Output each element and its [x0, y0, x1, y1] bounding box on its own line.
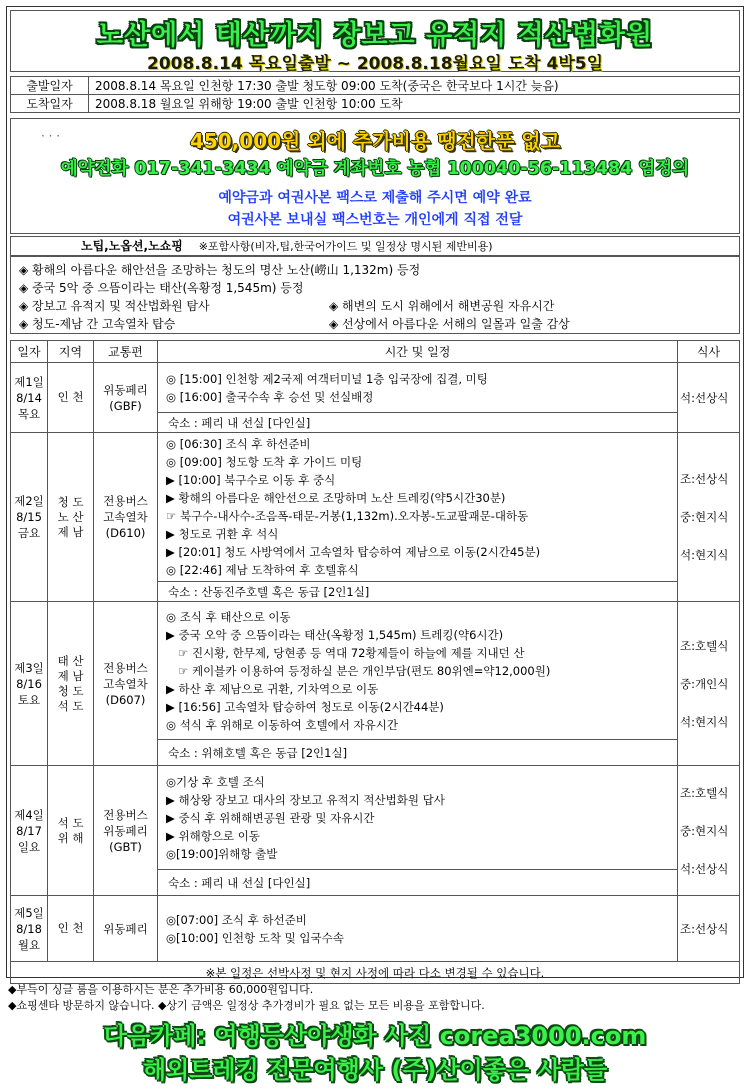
transport-item: 고속열차	[103, 510, 148, 524]
schedule-line: ▶ 중국 오악 중 으뜸이라는 태산(옥황정 1,545m) 트레킹(약6시간)	[166, 627, 504, 642]
schedule-line: ▶ [20:01] 청도 사방역에서 고속열차 탑승하여 제남으로 이동(2시간45분)	[166, 545, 541, 559]
day-label: 제5일	[14, 905, 44, 920]
day-4-cell	[11, 766, 48, 896]
day-3-transport	[94, 602, 158, 766]
schedule-line: ▶ 해상왕 장보고 대사의 장보고 유적지 적산법화원 답사	[166, 792, 445, 807]
included-items-bar	[10, 236, 740, 256]
transport-item: 위동페리	[103, 921, 148, 936]
place-name: 인 천	[57, 921, 84, 935]
schedule-line: ☞ 케이블카 이용하여 등정하실 분은 개인부담(편도 80위엔=약12,000원)	[178, 663, 551, 678]
reservation-note-2: 여권사본 보내실 팩스번호는 개인에게 직접 전달	[227, 212, 523, 228]
schedule-line: ▶ [10:00] 북구수로 이동 후 중식	[166, 473, 336, 487]
arrival-label: 도착일자	[11, 95, 89, 113]
day-5-row	[11, 896, 740, 962]
place-name: 청 도	[57, 683, 84, 698]
departure-info-table	[10, 76, 740, 113]
place-name: 석 도	[57, 698, 84, 713]
included-note: ※포함사항(비자,팁,한국어가이드 및 일정상 명시된 제반비용)	[198, 240, 493, 253]
itinerary-header-row	[11, 341, 740, 363]
meal-item: 석:현지식	[680, 548, 729, 562]
day-weekday: 일요	[17, 839, 41, 854]
schedule-line: ◎ [06:30] 조식 후 하선준비	[166, 437, 311, 451]
schedule-line: ◎ 조식 후 태산으로 이동	[166, 609, 291, 624]
day-4-place	[48, 766, 94, 896]
header-transport: 교통편	[94, 341, 158, 363]
highlight-item: ◈ 선상에서 아름다운 서해의 일몰과 일출 감상	[329, 317, 570, 331]
reservation-phone-line: 예약전화 017-341-3434 예약금 계좌번호 농협 100040-56-113484 염정의	[60, 159, 690, 179]
meal-item: 중:현지식	[680, 510, 729, 524]
schedule-line: ◎ [16:00] 출국수속 후 승선 및 선실배정	[166, 389, 374, 404]
day-4-meals	[678, 766, 740, 896]
transport-item: 전용버스	[103, 660, 148, 675]
departure-value: 2008.8.14 목요일 인천항 17:30 출발 청도항 09:00 도착(중국은 한국보다 1시간 늦음)	[89, 77, 740, 95]
day-5-place	[48, 896, 94, 962]
schedule-line: ◎ [22:46] 제남 도착하여 후 호텔휴식	[166, 563, 359, 577]
reservation-note-1: 예약금과 여권사본 팩스로 제출해 주시면 예약 완료	[218, 190, 532, 206]
header-meal: 식사	[678, 341, 740, 363]
day-1-schedule	[158, 363, 678, 413]
meal-item: 석:현지식	[680, 714, 729, 729]
day-3-row	[11, 602, 740, 740]
day-date: 8/15	[16, 510, 42, 524]
transport-item: (GBF)	[109, 398, 142, 413]
transport-item: 위동페리	[103, 382, 148, 397]
place-name: 제 남	[57, 524, 84, 539]
day-date: 8/16	[16, 676, 42, 691]
meal-item: 조:선상식	[680, 921, 729, 936]
transport-item: 위동페리	[103, 823, 148, 838]
day-2-transport	[94, 433, 158, 602]
itinerary-note-row	[11, 962, 740, 984]
promo-box	[10, 118, 740, 234]
single-room-note: ◆부득이 싱글 룸을 이용하시는 분은 추가비용 60,000원입니다.	[8, 983, 314, 996]
schedule-line: ▶ 하산 후 제남으로 귀환, 기차역으로 이동	[166, 681, 379, 696]
day-4-transport	[94, 766, 158, 896]
day-1-cell	[11, 363, 48, 433]
schedule-line: ☞ 북구수-내사수-조음폭-태문-거봉(1,132m).오자봉-도교팔괘문-대하동	[166, 509, 529, 523]
transport-item: (D610)	[105, 526, 146, 540]
itinerary-table	[10, 340, 740, 984]
place-name: 노 산	[57, 509, 84, 524]
decorative-dots: · · ·	[41, 129, 61, 143]
title-banner	[10, 10, 740, 72]
day-1-place	[48, 363, 94, 433]
transport-item: 전용버스	[103, 494, 148, 508]
place-name: 청 도	[57, 494, 84, 509]
day-date: 8/18	[16, 921, 42, 936]
highlight-item: ◈ 장보고 유적지 및 적산법화원 탐사	[19, 299, 210, 313]
day-4-lodging: 숙소 : 페리 내 선실 [다인실]	[158, 870, 678, 896]
day-4-row	[11, 766, 740, 870]
day-label: 제2일	[14, 494, 44, 508]
trip-dates: 2008.8.14 목요일출발 ~ 2008.8.18월요일 도착 4박5일	[147, 54, 603, 74]
day-2-lodging: 숙소 : 산동진주호텔 혹은 동급 [2인1실]	[158, 582, 678, 602]
day-label: 제3일	[14, 660, 44, 675]
trip-highlights	[10, 256, 740, 334]
day-3-place	[48, 602, 94, 766]
day-3-meals	[678, 602, 740, 766]
header-place: 지역	[48, 341, 94, 363]
highlight-item: ◈ 중국 5악 중 으뜸이라는 태산(옥황정 1,545m) 등정	[19, 281, 304, 295]
header-day: 일자	[11, 341, 48, 363]
meal-item: 조:호텔식	[680, 638, 729, 653]
transport-item: 전용버스	[103, 807, 148, 822]
day-4-schedule	[158, 766, 678, 870]
day-5-transport	[94, 896, 158, 962]
day-weekday: 금요	[17, 526, 41, 540]
meal-item: 석:선상식	[680, 861, 729, 876]
day-5-schedule	[158, 896, 678, 962]
meal-item: 중:현지식	[680, 823, 729, 838]
schedule-line: ◎[10:00] 인천항 도착 및 입국수속	[166, 930, 344, 945]
meal-item: 조:선상식	[680, 472, 729, 486]
schedule-line: ◎ 석식 후 위해로 이동하여 호텔에서 자유시간	[166, 717, 398, 732]
arrival-value: 2008.8.18 월요일 위해항 19:00 출발 인천항 10:00 도착	[89, 95, 740, 113]
day-weekday: 월요	[17, 937, 41, 952]
meal-item: 중:개인식	[680, 676, 729, 691]
day-label: 제4일	[14, 807, 44, 822]
schedule-line: ▶ 청도로 귀환 후 석식	[166, 527, 279, 541]
day-date: 8/14	[16, 390, 42, 405]
day-2-place	[48, 433, 94, 602]
day-weekday: 토요	[17, 692, 41, 707]
schedule-line: ▶ 황해의 아름다운 해안선으로 조망하며 노산 트레킹(약5시간30분)	[166, 491, 506, 505]
place-name: 제 남	[57, 668, 84, 683]
departure-label: 출발일자	[11, 77, 89, 95]
itinerary-note: ※본 일정은 선박사정 및 현지 사정에 따라 다소 변경될 수 있습니다.	[11, 962, 740, 984]
highlight-item: ◈ 황해의 아름다운 해안선을 조망하는 청도의 명산 노산(嶗山 1,132m) 등정	[19, 263, 421, 277]
schedule-line: ◎ [15:00] 인천항 제2국제 여객터미널 1층 입국장에 집결, 미팅	[166, 371, 488, 386]
day-2-row	[11, 433, 740, 582]
day-1-row	[11, 363, 740, 413]
arrival-row	[11, 95, 740, 113]
schedule-line: ▶ [16:56] 고속열차 탑승하여 청도로 이동(2시간44분)	[166, 699, 444, 714]
schedule-line: ◎[19:00]위해항 출발	[166, 846, 278, 861]
day-2-meals	[678, 433, 740, 602]
highlight-item: ◈ 청도-제남 간 고속열차 탑승	[19, 317, 176, 331]
day-date: 8/17	[16, 823, 42, 838]
meal-item: 조:호텔식	[680, 785, 729, 800]
meal-item: 석:선상식	[680, 390, 729, 405]
agency-banner: 해외트레킹 전문여행사 (주)산이좋은 사람들	[142, 1056, 608, 1084]
day-weekday: 목요	[17, 406, 41, 421]
schedule-line: ◎[07:00] 조식 후 하선준비	[166, 912, 307, 927]
schedule-line: ◎기상 후 호텔 조식	[166, 774, 265, 789]
transport-item: (D607)	[105, 692, 146, 707]
place-name: 태 산	[57, 653, 84, 668]
day-3-schedule	[158, 602, 678, 740]
day-1-lodging: 숙소 : 페리 내 선실 [다인실]	[158, 413, 678, 433]
day-2-schedule	[158, 433, 678, 582]
day-5-cell	[11, 896, 48, 962]
footer-notes	[8, 982, 485, 1014]
day-3-lodging: 숙소 : 위해호텔 혹은 동급 [2인1실]	[158, 740, 678, 766]
day-2-cell	[11, 433, 48, 602]
header-schedule: 시간 및 일정	[158, 341, 678, 363]
price-line: 450,000원 외에 추가비용 땡전한푼 없고	[189, 129, 561, 153]
schedule-line: ◎ [09:00] 청도항 도착 후 가이드 미팅	[166, 455, 363, 469]
no-tip-option-shopping: 노팁,노옵션,노쇼핑	[81, 239, 183, 253]
place-name: 위 해	[57, 830, 84, 845]
departure-row	[11, 77, 740, 95]
day-label: 제1일	[14, 374, 44, 389]
day-3-cell	[11, 602, 48, 766]
day-5-meals	[678, 896, 740, 962]
day-1-transport	[94, 363, 158, 433]
main-title: 노산에서 태산까지 장보고 유적지 적산법화원	[96, 20, 654, 51]
place-name: 석 도	[57, 815, 84, 830]
schedule-line: ☞ 진시황, 한무제, 당현종 등 역대 72황제들이 하늘에 제를 지내던 산	[178, 645, 525, 660]
transport-item: 고속열차	[103, 676, 148, 691]
highlight-item: ◈ 해변의 도시 위해에서 해변공원 자유시간	[329, 299, 555, 313]
place-name: 인 천	[57, 390, 84, 404]
transport-item: (GBT)	[109, 839, 142, 854]
cafe-banner: 다음카페: 여행등산야생화 사진 corea3000.com	[103, 1022, 647, 1050]
shopping-cost-note: ◆쇼핑센타 방문하지 않습니다. ◆상기 금액은 일정상 추가경비가 필요 없는 모든 비용을 포함합니다.	[8, 999, 485, 1012]
schedule-line: ▶ 위해항으로 이동	[166, 828, 260, 843]
day-1-meals	[678, 363, 740, 433]
schedule-line: ▶ 중식 후 위해해변공원 관광 및 자유시간	[166, 810, 375, 825]
